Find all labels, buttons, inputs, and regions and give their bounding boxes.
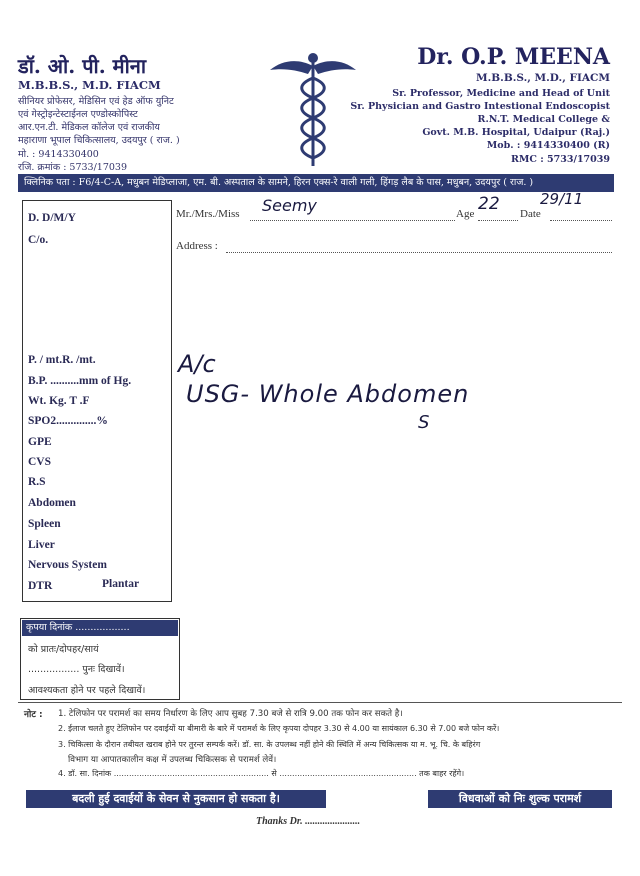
notes-label: नोट :: [24, 710, 43, 720]
note-3-cont: विभाग या आपातकालीन कक्ष में उपलब्ध चिकित्सक से परामर्श लेवें।: [68, 755, 277, 765]
english-line-2: Sr. Physician and Gastro Intestional Endoscopist: [350, 101, 610, 112]
english-line-4: Govt. M.B. Hospital, Udaipur (Raj.): [422, 127, 610, 138]
followup-early: आवश्यकता होने पर पहले दिखावें।: [28, 685, 146, 696]
note-2: 2. ईलाज चलते हुए टेलिफोन पर दवाईयों या बीमारी के बारे में परामर्श के लिए कृपया दोपहर 3.30 से 4.00 या सायंकाल 6.30 से 7.00 बजे फोन करें।: [58, 724, 500, 733]
care-of-label: C/o.: [28, 234, 49, 246]
handwritten-initials: S: [418, 412, 430, 433]
date-handwritten: 29/11: [540, 190, 584, 208]
thanks-dr-line: Thanks Dr. ......................: [256, 816, 361, 827]
followup-revisit: ................. पुनः दिखावें।: [28, 664, 125, 675]
hindi-reg-visible: रजि. क्रमांक : 5733/17039: [18, 162, 128, 173]
english-line-3: R.N.T. Medical College &: [477, 114, 610, 125]
footer-warning: बदली हुई दवाईयों के सेवन से नुकसान हो सकता है।: [26, 790, 326, 808]
note-4: 4. डॉ. सा. दिनांक ............................................................. से ...................................................... तक बाहर रहेंगे।: [58, 769, 465, 778]
doctor-name-english: Dr. O.P. MEENA: [417, 44, 610, 70]
caduceus-logo: [268, 48, 358, 168]
spo2-label: SPO2..............%: [28, 415, 108, 427]
pulse-resp-label: P. / mt.R. /mt.: [28, 354, 96, 366]
date-dmy-label: D. D/M/Y: [28, 212, 76, 224]
exam-spleen: Spleen: [28, 518, 61, 530]
handwritten-note-1: A/c: [178, 350, 216, 378]
exam-dtr: DTR: [28, 580, 53, 592]
handwritten-note-2: USG- Whole Abdomen: [186, 380, 470, 408]
exam-gpe: GPE: [28, 436, 52, 448]
hindi-line-3: आर.एन.टी. मेडिकल कॉलेज एवं राजकीय: [18, 122, 160, 133]
hindi-phone: मो. : 9414330400: [18, 149, 99, 160]
exam-liver: Liver: [28, 539, 55, 551]
name-label: Mr./Mrs./Miss: [176, 208, 240, 220]
clinic-address-bar: क्लिनिक पता : F6/4-C-A, मधुबन मेडिप्लाजा, एम. बी. अस्पताल के सामने, हिरन एक्स-रे वाली गली, हिंगड़ लैब के पास, मधुबन, उदयपुर ( राज. ): [18, 174, 614, 192]
patient-age-handwritten: 22: [478, 194, 500, 214]
hindi-line-4: महाराणा भूपाल चिकित्सालय, उदयपुर ( राज. ): [18, 135, 180, 146]
age-label: Age: [456, 208, 475, 220]
exam-plantar: Plantar: [102, 578, 140, 590]
bp-label: B.P. ..........mm of Hg.: [28, 375, 132, 387]
followup-header: कृपया दिनांक ..................: [22, 620, 178, 636]
doctor-name-hindi: डॉ. ओ. पी. मीना: [18, 54, 147, 78]
exam-nervous-system: Nervous System: [28, 559, 107, 571]
weight-temp-label: Wt. Kg. T .F: [28, 395, 90, 407]
exam-abdomen: Abdomen: [28, 497, 76, 509]
footer-free-consult: विधवाओं को निः शुल्क परामर्श: [428, 790, 612, 808]
address-label: Address :: [176, 240, 218, 252]
date-label: Date: [520, 208, 541, 220]
note-3: 3. चिकित्सा के दौरान तबीयत खराब होने पर तुरन्त सम्पर्क करें। डॉ. सा. के उपलब्ध नहीं होने की स्थिति में अन्य चिकित्सक या म. भू. चि. के बहिरंग: [58, 740, 481, 749]
english-rmc: RMC : 5733/17039: [510, 154, 610, 165]
degrees-english: M.B.B.S., M.D., FIACM: [476, 72, 610, 84]
english-phone: Mob. : 9414330400 (R): [486, 140, 610, 151]
degrees-hindi-side: M.B.B.S., M.D. FIACM: [18, 78, 161, 92]
english-line-1: Sr. Professor, Medicine and Head of Unit: [392, 88, 610, 99]
hindi-line-1: सीनियर प्रोफेसर, मेडिसिन एवं हेड ऑफ युनिट: [18, 96, 174, 107]
exam-cvs: CVS: [28, 456, 52, 468]
exam-rs: R.S: [28, 476, 46, 488]
note-1: 1. टेलिफोन पर परामर्श का समय निर्धारण के लिए आप सुबह 7.30 बजे से रात्रि 9.00 तक फोन कर सकते है।: [58, 709, 403, 719]
hindi-line-2: एवं गेस्ट्रोइन्टेस्टाईनल एण्डोस्कोपिस्ट: [18, 109, 138, 120]
patient-name-handwritten: Seemy: [262, 196, 317, 215]
followup-time: को प्रातः/दोपहर/सायं: [28, 644, 99, 655]
